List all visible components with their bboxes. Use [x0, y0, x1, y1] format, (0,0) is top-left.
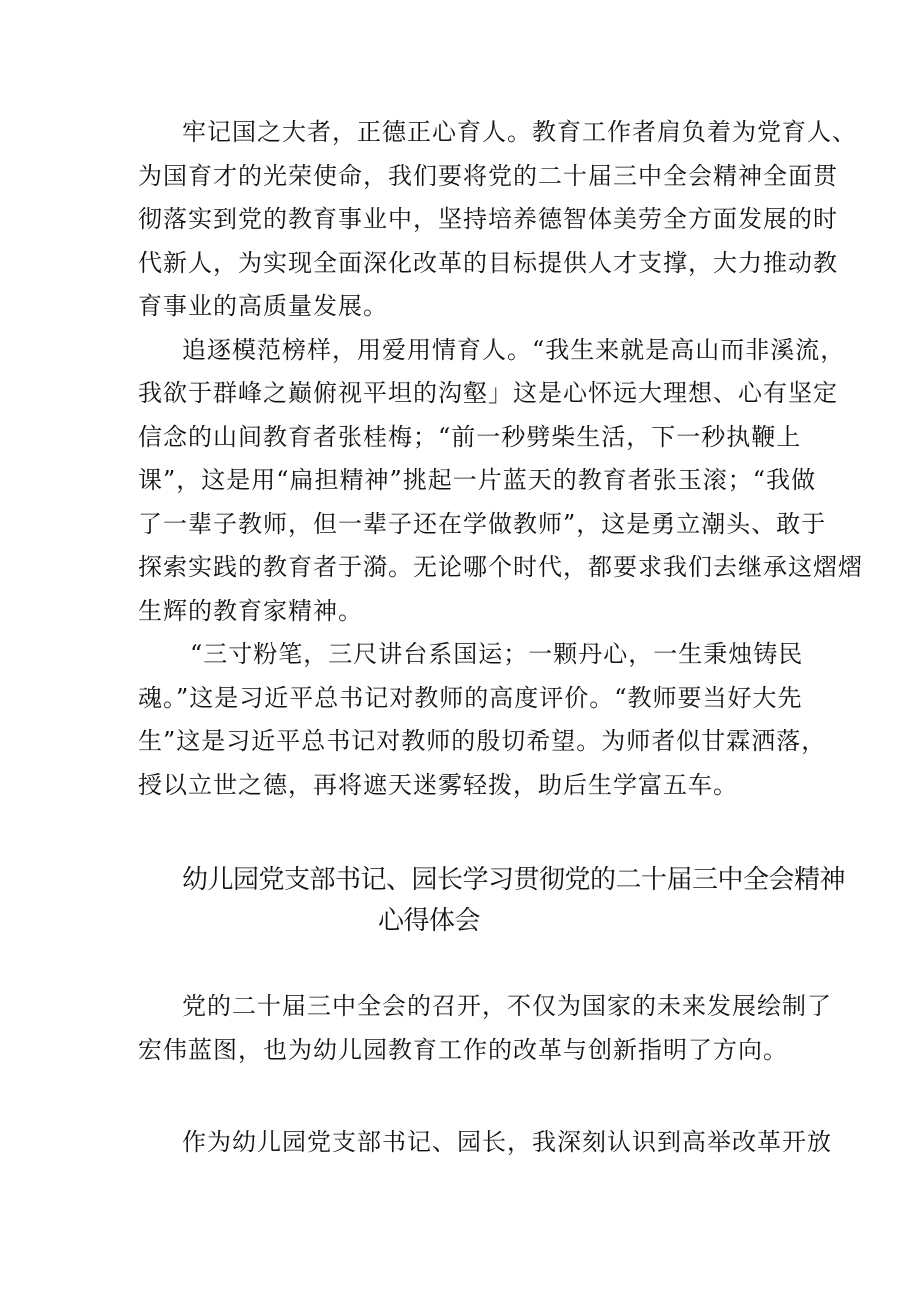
paragraph-3-line-2: 魂。”这是习近平总书记对教师的高度评价。“教师要当好大先	[138, 684, 803, 712]
paragraph-2-line-7: 生辉的教育家精神。	[138, 597, 363, 625]
paragraph-2-line-2: 我欲于群峰之巅俯视平坦的沟壑」这是心怀远大理想、心有坚定	[138, 379, 838, 407]
paragraph-4-line-1: 党的二十届三中全会的召开，不仅为国家的未来发展绘制了	[182, 992, 832, 1020]
paragraph-3-line-4: 授以立世之德，再将遮天迷雾轻拨，助后生学富五车。	[138, 771, 738, 799]
paragraph-4-line-2: 宏伟蓝图，也为幼儿园教育工作的改革与创新指明了方向。	[138, 1036, 788, 1064]
paragraph-2-line-5: 了一辈子教师，但一辈子还在学做教师”，这是勇立潮头、敢于	[138, 510, 827, 538]
paragraph-1-line-1: 牢记国之大者，正德正心育人。教育工作者肩负着为党育人、	[182, 118, 857, 146]
paragraph-2-line-6: 探索实践的教育者于漪。无论哪个时代，都要求我们去继承这熠熠	[138, 553, 863, 581]
paragraph-1-line-4: 代新人，为实现全面深化改革的目标提供人才支撑，大力推动教	[138, 249, 838, 277]
section-title-line-2: 心得体会	[378, 906, 481, 936]
paragraph-2-line-4: 课”，这是用“扁担精神”挑起一片蓝天的教育者张玉滚；“我做	[138, 466, 817, 494]
paragraph-3-line-3: 生”这是习近平总书记对教师的殷切希望。为师者似甘霖洒落，	[138, 727, 827, 755]
paragraph-2-line-3: 信念的山间教育者张桂梅；“前一秒劈柴生活，下一秒执鞭上	[138, 423, 802, 451]
section-title-line-1: 幼儿园党支部书记、园长学习贯彻党的二十届三中全会精神	[182, 865, 846, 895]
paragraph-1-line-2: 为国育才的光荣使命，我们要将党的二十届三中全会精神全面贯	[138, 162, 838, 190]
paragraph-1-line-3: 彻落实到党的教育事业中，坚持培养德智体美劳全方面发展的时	[138, 205, 838, 233]
paragraph-1-line-5: 育事业的高质量发展。	[138, 292, 388, 320]
paragraph-3-line-1: “三寸粉笔，三尺讲台系国运；一颗丹心，一生秉烛铸民	[190, 640, 804, 668]
paragraph-2-line-1: 追逐模范榜样，用爱用情育人。“我生来就是高山而非溪流，	[182, 336, 846, 364]
paragraph-5-line-1: 作为幼儿园党支部书记、园长，我深刻认识到高举改革开放	[182, 1128, 832, 1156]
